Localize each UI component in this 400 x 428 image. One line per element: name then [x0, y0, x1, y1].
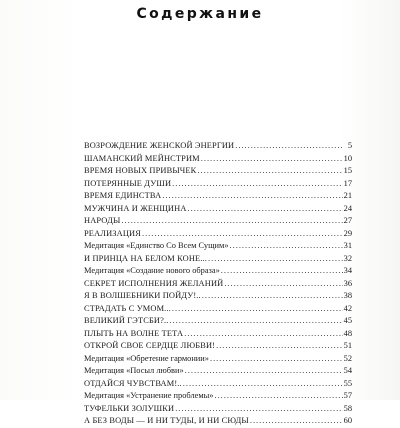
toc-page-number: 38 — [343, 291, 352, 300]
dot-leader — [172, 303, 343, 316]
dot-leader — [185, 365, 343, 378]
toc-page-number: 60 — [343, 416, 352, 425]
toc-row — [84, 253, 352, 266]
toc-page-number: 36 — [343, 278, 352, 288]
toc-row — [84, 265, 352, 278]
toc-page-number: 31 — [343, 241, 352, 250]
toc-entry-title: Медитация «Посыл любви» — [84, 366, 184, 375]
toc-entry-title: А БЕЗ ВОДЫ — И НИ ТУДЫ, И НИ СЮДЫ — [84, 416, 249, 425]
toc-row — [84, 328, 352, 341]
toc-page-number: 45 — [343, 316, 352, 325]
toc-row — [84, 165, 352, 178]
toc-row — [84, 365, 352, 378]
dot-leader — [230, 240, 343, 253]
toc-row — [84, 203, 352, 216]
toc-entry-title: ОТДАЙСЯ ЧУВСТВАМ!.. — [84, 378, 182, 388]
toc-page-number: 52 — [343, 353, 352, 363]
toc-row — [84, 240, 352, 253]
dot-leader — [201, 153, 343, 166]
dot-leader — [175, 403, 342, 416]
toc-page-number: 15 — [343, 166, 352, 175]
toc-entry-title: ТУФЕЛЬКИ ЗОЛУШКИ — [84, 403, 175, 413]
toc-entry-title: ОТКРОЙ СВОЕ СЕРДЦЕ ЛЮБВИ! — [84, 341, 216, 350]
toc-entry-title: Медитация «Устранение проблемы» — [84, 391, 214, 400]
toc-page-number: 55 — [343, 378, 352, 388]
toc-row — [84, 403, 352, 416]
toc-page-number: 21 — [343, 191, 352, 200]
dot-leader — [210, 353, 343, 366]
toc-entry-title: ВРЕМЯ ЕДИНСТВА — [84, 191, 162, 200]
dot-leader — [216, 340, 343, 353]
toc-page-number: 34 — [343, 266, 352, 275]
dot-leader — [250, 415, 343, 428]
toc-row — [84, 315, 352, 328]
dot-leader — [202, 290, 343, 303]
toc-page-number: 29 — [343, 228, 352, 238]
toc-entry-title: Медитация «Создание нового образа» — [84, 266, 220, 275]
toc-entry-title: НАРОДЫ — [84, 216, 121, 225]
toc-entry-title: СЕКРЕТ ИСПОЛНЕНИЯ ЖЕЛАНИЙ — [84, 278, 224, 288]
toc-page-number: 58 — [343, 403, 352, 413]
dot-leader — [183, 378, 343, 391]
toc-row — [84, 228, 352, 241]
toc-entry-title: ШАМАНСКИЙ МЕЙНСТРИМ — [84, 153, 200, 163]
toc-entry-title: ПЛЫТЬ НА ВОЛНЕ ТЕТА — [84, 328, 184, 338]
dot-leader — [121, 215, 342, 228]
toc-entry-title: Я В ВОЛШЕБНИКИ ПОЙДУ!.. — [84, 291, 201, 300]
dot-leader — [224, 278, 342, 291]
dot-leader — [184, 328, 342, 341]
toc-row — [84, 290, 352, 303]
toc-row — [84, 390, 352, 403]
toc-page-number: 51 — [343, 341, 352, 350]
dot-leader — [208, 253, 343, 266]
dot-leader — [172, 178, 342, 191]
toc-row — [84, 340, 352, 353]
toc-page-number: 27 — [343, 216, 352, 225]
toc-row — [84, 190, 352, 203]
toc-page-number: 24 — [343, 203, 352, 213]
toc-entry-title: СТРАДАТЬ С УМОМ... — [84, 303, 171, 313]
toc-page-number: 57 — [343, 391, 352, 400]
toc-row — [84, 215, 352, 228]
toc-page-number: 10 — [343, 153, 352, 163]
dot-leader — [214, 390, 342, 403]
table-of-contents — [84, 140, 352, 428]
toc-page-number: 48 — [343, 328, 352, 338]
toc-page-number: 54 — [343, 366, 352, 375]
toc-entry-title: ВЕЛИКИЙ ГЭТСБИ?.. — [84, 316, 169, 325]
toc-page-number: 32 — [343, 253, 352, 263]
dot-leader — [142, 228, 343, 241]
toc-row — [84, 153, 352, 166]
toc-row — [84, 178, 352, 191]
toc-entry-title: ВОЗРОЖДЕНИЕ ЖЕНСКОЙ ЭНЕРГИИ — [84, 141, 235, 150]
page-title: Содержание — [136, 6, 264, 22]
toc-entry-title: Медитация «Обретение гармонии» — [84, 353, 209, 363]
dot-leader — [197, 165, 342, 178]
toc-entry-title: Медитация «Единство Со Всем Сущим» — [84, 241, 229, 250]
toc-page-number: 17 — [343, 178, 352, 188]
dot-leader — [188, 203, 343, 216]
toc-entry-title: ПОТЕРЯННЫЕ ДУШИ — [84, 178, 172, 188]
toc-row — [84, 303, 352, 316]
toc-row — [84, 353, 352, 366]
toc-entry-title: ВРЕМЯ НОВЫХ ПРИВЫЧЕК — [84, 166, 197, 175]
toc-entry-title: РЕАЛИЗАЦИЯ — [84, 228, 141, 238]
toc-row — [84, 378, 352, 391]
toc-page-number: 42 — [343, 303, 352, 313]
toc-row — [84, 278, 352, 291]
dot-leader — [235, 140, 343, 153]
dot-leader — [162, 190, 342, 203]
toc-entry-title: И ПРИНЦА НА БЕЛОМ КОНЕ... — [84, 253, 208, 263]
toc-page-number: 5 — [347, 141, 352, 150]
dot-leader — [221, 265, 343, 278]
toc-row — [84, 140, 352, 153]
dot-leader — [169, 315, 342, 328]
toc-row — [84, 415, 352, 428]
toc-entry-title: МУЖЧИНА И ЖЕНЩИНА — [84, 203, 187, 213]
